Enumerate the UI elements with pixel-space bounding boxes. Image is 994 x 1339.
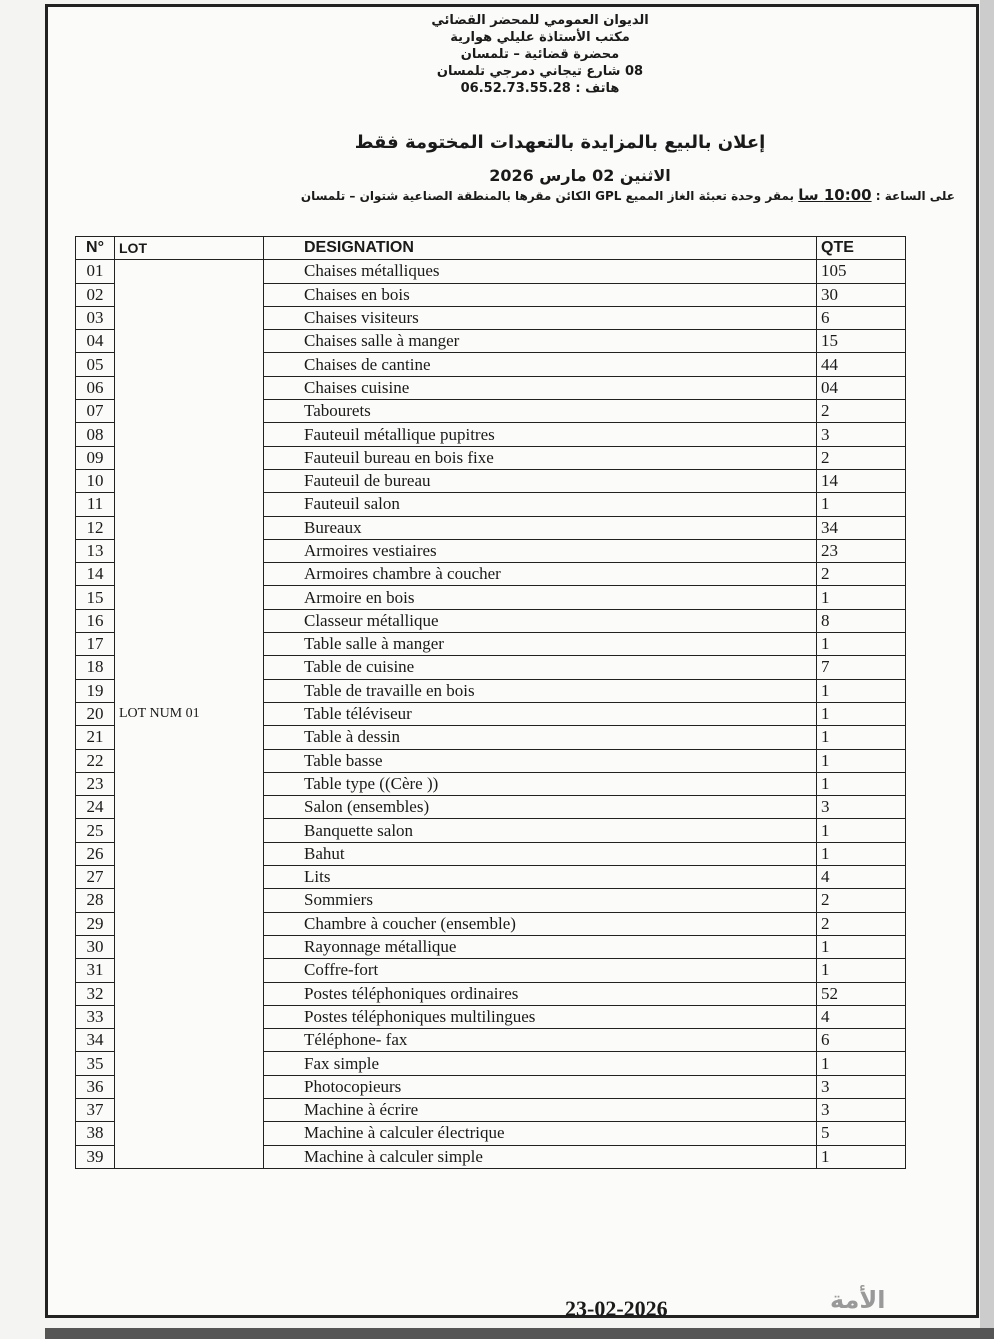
quantity: 3 xyxy=(817,796,906,819)
adjacent-page-edge-bottom xyxy=(45,1328,994,1339)
row-number: 03 xyxy=(76,306,115,329)
auction-time: 10:00 سا xyxy=(798,186,872,204)
quantity: 1 xyxy=(817,1145,906,1168)
designation: Bahut xyxy=(264,842,817,865)
designation: Table de travaille en bois xyxy=(264,679,817,702)
quantity: 1 xyxy=(817,959,906,982)
lots-table xyxy=(75,236,906,1169)
publication-date: 23-02-2026 xyxy=(565,1296,668,1321)
quantity: 1 xyxy=(817,702,906,725)
designation: Table de cuisine xyxy=(264,656,817,679)
row-number: 29 xyxy=(76,912,115,935)
row-number: 36 xyxy=(76,1075,115,1098)
designation: Machine à calculer simple xyxy=(264,1145,817,1168)
header-phone: هاتف : 06.52.73.55.28 xyxy=(460,81,620,96)
row-number: 15 xyxy=(76,586,115,609)
quantity: 4 xyxy=(817,866,906,889)
row-number: 05 xyxy=(76,353,115,376)
row-number: 35 xyxy=(76,1052,115,1075)
auction-date: الاثنين 02 مارس 2026 xyxy=(489,166,671,185)
row-number: 11 xyxy=(76,493,115,516)
designation: Table téléviseur xyxy=(264,702,817,725)
quantity: 7 xyxy=(817,656,906,679)
col-designation: DESIGNATION xyxy=(264,237,817,260)
designation: Fauteuil bureau en bois fixe xyxy=(264,446,817,469)
row-number: 39 xyxy=(76,1145,115,1168)
designation: Table type ((Cère )) xyxy=(264,772,817,795)
designation: Salon (ensembles) xyxy=(264,796,817,819)
quantity: 2 xyxy=(817,446,906,469)
row-number: 26 xyxy=(76,842,115,865)
designation: Fauteuil métallique pupitres xyxy=(264,423,817,446)
header-line: 08 شارع تيجاني دمرجي تلمسان xyxy=(436,64,644,79)
time-prefix: على الساعة : xyxy=(871,189,955,203)
announcement-title: إعلان بالبيع بالمزايدة بالتعهدات المختومة فقط xyxy=(354,132,766,153)
row-number: 28 xyxy=(76,889,115,912)
quantity: 2 xyxy=(817,563,906,586)
quantity: 2 xyxy=(817,912,906,935)
quantity: 1 xyxy=(817,493,906,516)
quantity: 1 xyxy=(817,1052,906,1075)
adjacent-page-edge xyxy=(980,0,994,1339)
designation: Tabourets xyxy=(264,400,817,423)
designation: Chaises métalliques xyxy=(264,260,817,283)
row-number: 18 xyxy=(76,656,115,679)
designation: Téléphone- fax xyxy=(264,1029,817,1052)
designation: Chaises salle à manger xyxy=(264,330,817,353)
designation: Lits xyxy=(264,866,817,889)
row-number: 21 xyxy=(76,726,115,749)
row-number: 09 xyxy=(76,446,115,469)
col-qte: QTE xyxy=(817,237,906,260)
designation: Bureaux xyxy=(264,516,817,539)
designation: Sommiers xyxy=(264,889,817,912)
row-number: 12 xyxy=(76,516,115,539)
designation: Chambre à coucher (ensemble) xyxy=(264,912,817,935)
designation: Armoires chambre à coucher xyxy=(264,563,817,586)
quantity: 2 xyxy=(817,400,906,423)
quantity: 1 xyxy=(817,819,906,842)
row-number: 04 xyxy=(76,330,115,353)
quantity: 105 xyxy=(817,260,906,283)
quantity: 52 xyxy=(817,982,906,1005)
row-number: 27 xyxy=(76,866,115,889)
quantity: 34 xyxy=(817,516,906,539)
quantity: 1 xyxy=(817,586,906,609)
row-number: 25 xyxy=(76,819,115,842)
quantity: 1 xyxy=(817,772,906,795)
row-number: 16 xyxy=(76,609,115,632)
designation: Table salle à manger xyxy=(264,633,817,656)
quantity: 1 xyxy=(817,749,906,772)
designation: Chaises en bois xyxy=(264,283,817,306)
quantity: 3 xyxy=(817,1098,906,1121)
header-line: مكتب الأستاذة عليلي هوارية xyxy=(450,30,630,45)
row-number: 07 xyxy=(76,400,115,423)
row-number: 17 xyxy=(76,633,115,656)
designation: Chaises de cantine xyxy=(264,353,817,376)
quantity: 15 xyxy=(817,330,906,353)
header-line: الديوان العمومي للمحضر القضائي xyxy=(431,13,649,28)
location-text: بمقر وحدة تعبئة الغاز المميع GPL الكائن مقرها بالمنطقة الصناعية شتوان – تلمسان xyxy=(300,189,795,203)
row-number: 32 xyxy=(76,982,115,1005)
row-number: 08 xyxy=(76,423,115,446)
quantity: 1 xyxy=(817,679,906,702)
designation: Chaises visiteurs xyxy=(264,306,817,329)
designation: Classeur métallique xyxy=(264,609,817,632)
designation: Table basse xyxy=(264,749,817,772)
col-lot: LOT xyxy=(115,237,264,260)
row-number: 20 xyxy=(76,702,115,725)
row-number: 33 xyxy=(76,1005,115,1028)
quantity: 6 xyxy=(817,1029,906,1052)
designation: Chaises cuisine xyxy=(264,376,817,399)
auction-location xyxy=(120,186,955,204)
designation: Banquette salon xyxy=(264,819,817,842)
designation: Coffre-fort xyxy=(264,959,817,982)
row-number: 13 xyxy=(76,539,115,562)
bailiff-header xyxy=(300,12,780,97)
quantity: 1 xyxy=(817,633,906,656)
row-number: 02 xyxy=(76,283,115,306)
quantity: 14 xyxy=(817,469,906,492)
designation: Fauteuil salon xyxy=(264,493,817,516)
row-number: 34 xyxy=(76,1029,115,1052)
newspaper-logo: الأمة xyxy=(830,1286,886,1314)
row-number: 30 xyxy=(76,935,115,958)
designation: Armoires vestiaires xyxy=(264,539,817,562)
quantity: 1 xyxy=(817,842,906,865)
quantity: 5 xyxy=(817,1122,906,1145)
quantity: 8 xyxy=(817,609,906,632)
designation: Table à dessin xyxy=(264,726,817,749)
lot-name: LOT NUM 01 xyxy=(115,260,264,1169)
quantity: 2 xyxy=(817,889,906,912)
quantity: 3 xyxy=(817,423,906,446)
quantity: 4 xyxy=(817,1005,906,1028)
row-number: 19 xyxy=(76,679,115,702)
quantity: 23 xyxy=(817,539,906,562)
designation: Photocopieurs xyxy=(264,1075,817,1098)
designation: Postes téléphoniques ordinaires xyxy=(264,982,817,1005)
designation: Armoire en bois xyxy=(264,586,817,609)
quantity: 30 xyxy=(817,283,906,306)
header-line: محضرة قضائية – تلمسان xyxy=(460,47,620,62)
row-number: 14 xyxy=(76,563,115,586)
row-number: 23 xyxy=(76,772,115,795)
quantity: 3 xyxy=(817,1075,906,1098)
designation: Machine à calculer électrique xyxy=(264,1122,817,1145)
row-number: 10 xyxy=(76,469,115,492)
designation: Fauteuil de bureau xyxy=(264,469,817,492)
quantity: 44 xyxy=(817,353,906,376)
designation: Rayonnage métallique xyxy=(264,935,817,958)
row-number: 38 xyxy=(76,1122,115,1145)
row-number: 31 xyxy=(76,959,115,982)
row-number: 06 xyxy=(76,376,115,399)
quantity: 04 xyxy=(817,376,906,399)
table-header-row xyxy=(76,237,906,260)
designation: Postes téléphoniques multilingues xyxy=(264,1005,817,1028)
quantity: 1 xyxy=(817,935,906,958)
quantity: 6 xyxy=(817,306,906,329)
designation: Machine à écrire xyxy=(264,1098,817,1121)
col-no: N° xyxy=(76,237,115,260)
row-number: 22 xyxy=(76,749,115,772)
row-number: 01 xyxy=(76,260,115,283)
row-number: 37 xyxy=(76,1098,115,1121)
quantity: 1 xyxy=(817,726,906,749)
row-number: 24 xyxy=(76,796,115,819)
designation: Fax simple xyxy=(264,1052,817,1075)
table-row xyxy=(76,260,906,283)
